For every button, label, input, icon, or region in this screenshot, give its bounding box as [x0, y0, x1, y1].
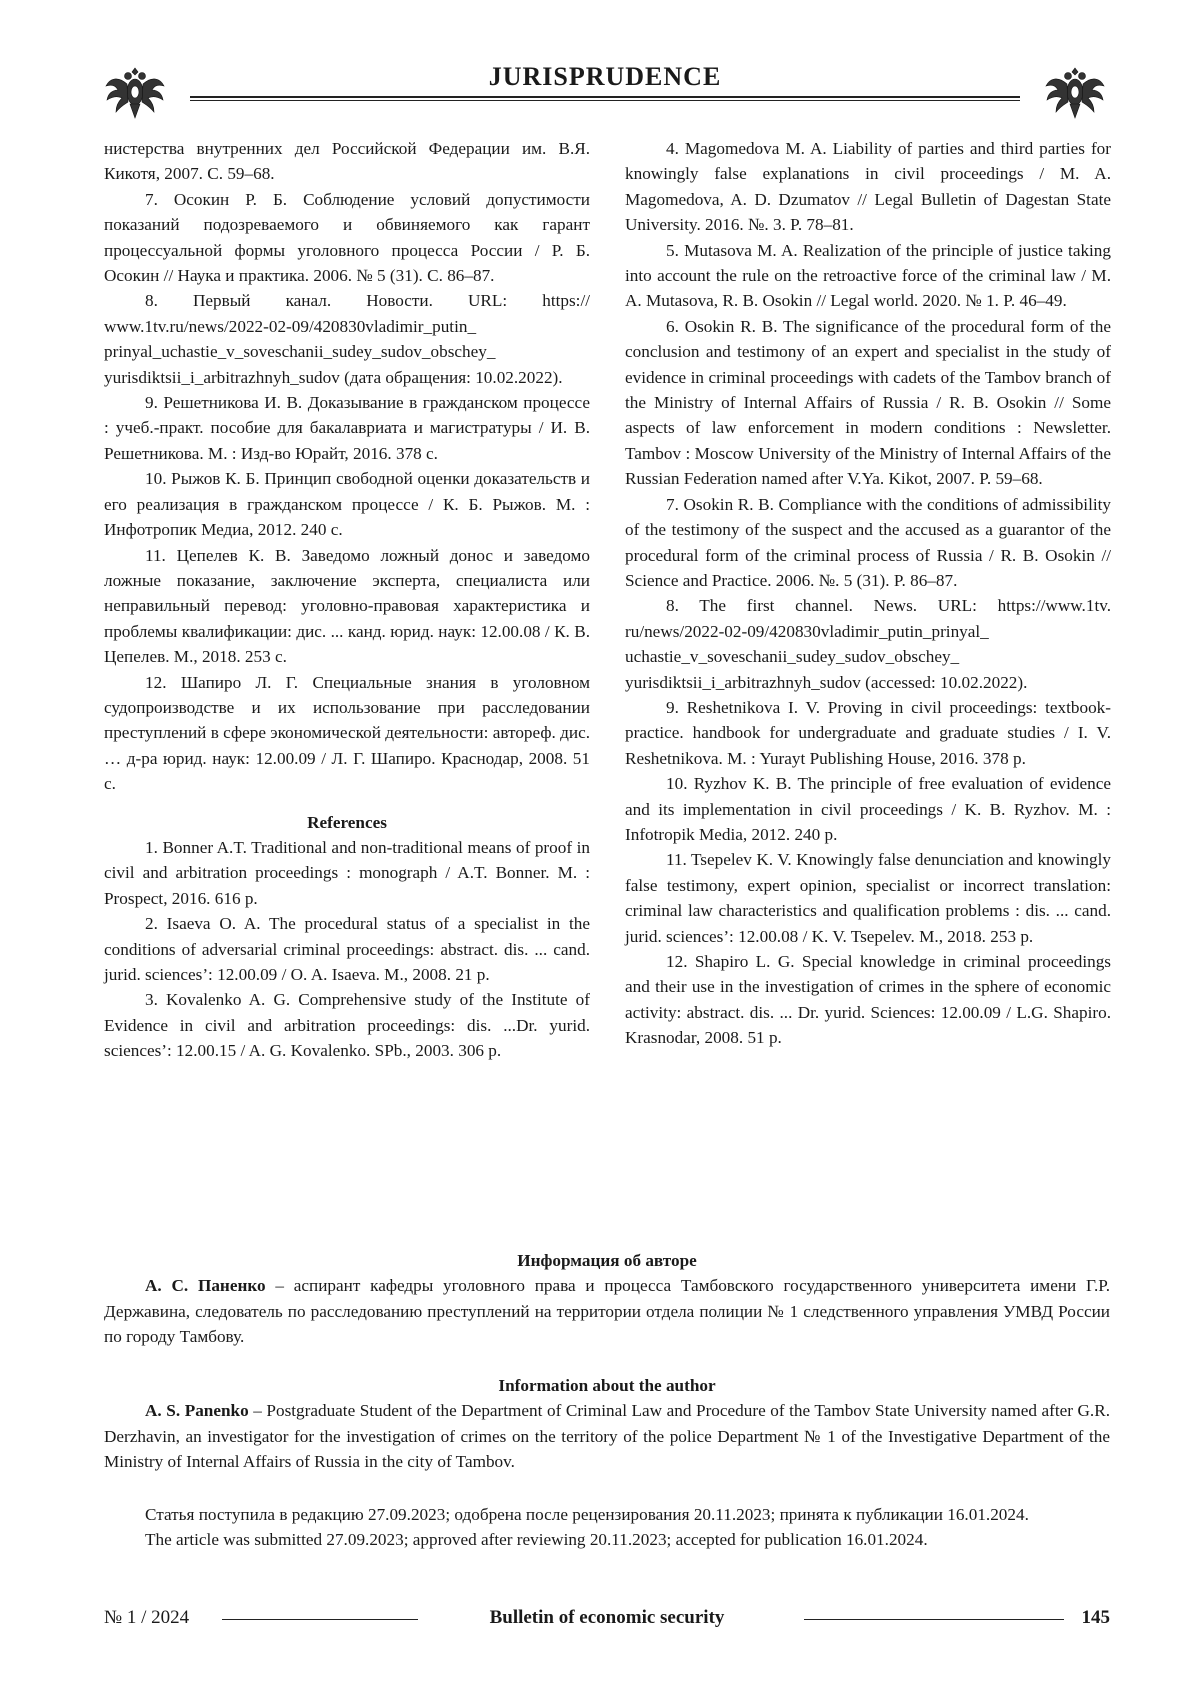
- references-heading: References: [307, 812, 387, 832]
- author-info-text-ru: [104, 1273, 1110, 1349]
- reference-item: 5. Mutasova M. A. Realization of the principle of justice taking into account the rule on the retroactive force of the criminal law / M. A. Mutasova, R. B. Osokin // Legal world. 2020. № 1. P. 46–49.: [625, 240, 1111, 311]
- reference-item: 4. Magomedova M. A. Liability of parties and third parties for knowingly false explanations in civil proceedings / M. A. Magomedova, A. D. Dzumatov // Legal Bulletin of Dagestan State University. 2016. №. 3. P. 78–81.: [625, 139, 1111, 235]
- article-dates-en: The article was submitted 27.09.2023; approved after reviewing 20.11.2023; accepted for publication 16.01.2024.: [145, 1530, 928, 1550]
- reference-continuation: нистерства внутренних дел Российской Федерации им. В.Я. Кикотя, 2007. С. 59–68.: [104, 139, 590, 184]
- journal-title: Bulletin of economic security: [489, 1607, 725, 1628]
- reference-item: 6. Osokin R. B. The significance of the procedural form of the conclusion and testimony of an expert and specialist in the study of evidence in criminal proceedings with cadets of the Tambov branch of the Ministry of Internal Affairs of Russia / R. B. Osokin // Some aspects of law enforcement in modern conditions : Newsletter. Tambov : Moscow University of the Ministry of Internal Affairs of the Russian Federation named after V.Ya. Kikot, 2007. P. 59–68.: [625, 316, 1111, 489]
- right-column: [625, 136, 1111, 1051]
- reference-item: 10. Рыжов К. Б. Принцип свободной оценки доказательств и его реализация в гражданском процессе / К. Б. Рыжов. М. : Инфотропик Медиа, 2012. 240 с.: [104, 469, 590, 540]
- article-dates: [104, 1502, 1110, 1553]
- reference-item: 7. Осокин Р. Б. Соблюдение условий допустимости показаний подозреваемого и обвиняемого как гарант процессуальной формы уголовного процесса России / Р. Б. Осокин // Наука и практика. 2006. № 5 (31). С. 86–87.: [104, 189, 590, 286]
- double-headed-eagle-icon: [1044, 62, 1106, 120]
- running-footer: [104, 1605, 1110, 1635]
- header-rule: [190, 96, 1020, 98]
- author-info-ru: [104, 1248, 1110, 1350]
- author-info-text-en: [104, 1398, 1110, 1474]
- footer-rule-right: [804, 1619, 1064, 1620]
- running-header: [104, 62, 1106, 120]
- reference-item: 7. Osokin R. B. Compliance with the conditions of admissibility of the testimony of the suspect and the accused as a guarantor of the procedural form of the criminal process of Russia / R. B. Osokin // Science and Practice. 2006. №. 5 (31). P. 86–87.: [625, 494, 1111, 590]
- reference-item: 11. Цепелев К. В. Заведомо ложный донос и заведомо ложные показание, заключение эксперта, специалиста или неправильный перевод: уголовно-правовая характеристика и проблемы квалификации: дис. ... канд. юрид. наук: 12.00.08 / К. В. Цепелев. М., 2018. 253 с.: [104, 545, 590, 667]
- author-info-en: [104, 1373, 1110, 1475]
- reference-item: 11. Tsepelev K. V. Knowingly false denunciation and knowingly false testimony, expert opinion, specialist or incorrect translation: criminal law characteristics and qualification problems : dis. ... cand. jurid. sciences’: 12.00.08 / K. V. Tsepelev. M., 2018. 253 p.: [625, 850, 1111, 946]
- left-column: [104, 136, 590, 1064]
- reference-item: 10. Ryzhov K. B. The principle of free evaluation of evidence and its implementation in civil proceedings / K. B. Ryzhov. M. : Infotropik Media, 2012. 240 p.: [625, 774, 1111, 844]
- article-dates-ru: Статья поступила в редакцию 27.09.2023; одобрена после рецензирования 20.11.2023; принята к публикации 16.01.2024.: [145, 1505, 1029, 1524]
- author-info-heading-en: Information about the author: [498, 1376, 716, 1395]
- author-name-en: A. S. Panenko: [145, 1401, 249, 1421]
- reference-item: 3. Kovalenko A. G. Comprehensive study of the Institute of Evidence in civil and arbitration proceedings: dis. ...Dr. yurid. sciences’: 12.00.15 / A. G. Kovalenko. SPb., 2003. 306 p.: [104, 990, 590, 1061]
- author-name-ru: А. С. Паненко: [145, 1276, 266, 1296]
- page-number: 145: [1081, 1607, 1110, 1628]
- issue-number: № 1 / 2024: [104, 1607, 190, 1628]
- section-title: JURISPRUDENCE: [488, 62, 722, 91]
- reference-item: 9. Reshetnikova I. V. Proving in civil proceedings: textbook-practice. handbook for undergraduate and graduate studies / I. V. Reshetnikova. M. : Yurayt Publishing House, 2016. 378 p.: [625, 697, 1111, 768]
- reference-item: 12. Shapiro L. G. Special knowledge in criminal proceedings and their use in the investigation of crimes in the sphere of economic activity: abstract. dis. ... Dr. yurid. Sciences: 12.00.09 / L.G. Shapiro. Krasnodar, 2008. 51 p.: [625, 952, 1111, 1048]
- reference-item: 9. Решетникова И. В. Доказывание в гражданском процессе : учеб.-практ. пособие для бакалавриата и магистратуры / И. В. Решетникова. М. : Изд-во Юрайт, 2016. 378 с.: [104, 393, 590, 463]
- author-description-ru: – аспирант кафедры уголовного права и процесса Тамбовского государственного университета имени Г.Р. Державина, следователь по расследованию преступлений на территории отдела полиции № 1 следственного управления УМВД России по городу Тамбову.: [104, 1276, 1110, 1347]
- reference-item: 12. Шапиро Л. Г. Специальные знания в уголовном судопроизводстве и их использование при расследовании преступлений в сфере экономической деятельности: автореф. дис. … д-ра юрид. наук: 12.00.09 / Л. Г. Шапиро. Краснодар, 2008. 51 с.: [104, 672, 590, 794]
- header-rule-thin: [190, 100, 1020, 101]
- reference-item: 2. Isaeva O. A. The procedural status of a specialist in the conditions of adversarial criminal proceedings: abstract. dis. ... cand. jurid. sciences’: 12.00.09 / O. A. Isaeva. M., 2008. 21 p.: [104, 914, 590, 984]
- author-description-en: – Postgraduate Student of the Department of Criminal Law and Procedure of the Tambov State University named after G.R. Derzhavin, an investigator for the investigation of crimes on the territory of the police Department № 1 of the Investigative Department of the Ministry of Internal Affairs of Russia in the city of Tambov.: [104, 1401, 1110, 1472]
- reference-item: 8. The first channel. News. URL: https://www.1tv. ru/news/2022-02-09/420830vladimir_putin_prinyal_ uchastie_v_soveschanii_sudey_sudov_obschey_ yurisdiktsii_i_arbitrazhnyh_sudov (accessed: 10.02.2022).: [625, 596, 1111, 692]
- reference-item: 8. Первый канал. Новости. URL: https:// www.1tv.ru/news/2022-02-09/420830vladimir_putin_ prinyal_uchastie_v_soveschanii_sudey_sudov_obschey_ yurisdiktsii_i_arbitrazhnyh_sudov (дата обращения: 10.02.2022).: [104, 291, 590, 387]
- reference-item: 1. Bonner A.T. Traditional and non-traditional means of proof in civil and arbitration proceedings : monograph / A.T. Bonner. M. : Prospect, 2016. 616 p.: [104, 837, 590, 908]
- author-info-heading-ru: Информация об авторе: [517, 1251, 697, 1270]
